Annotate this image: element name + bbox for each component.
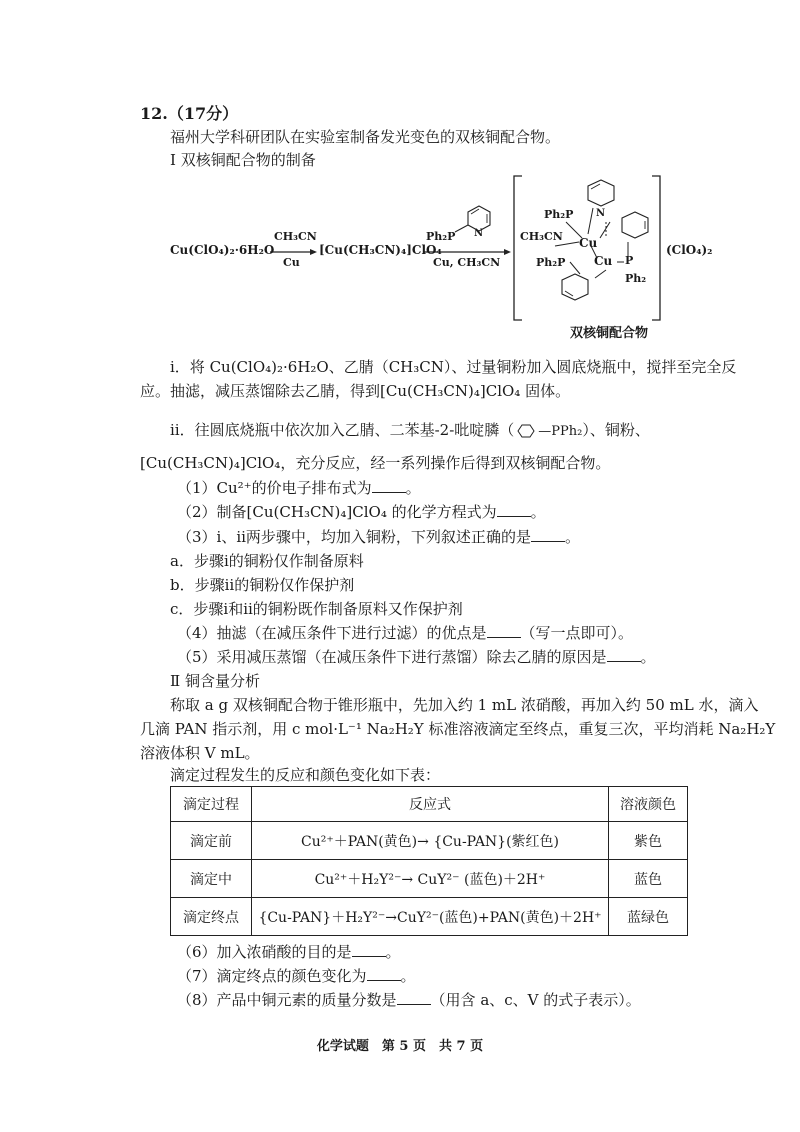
option-a: a．步骤ⅰ的铜粉仅作制备原料 — [170, 552, 364, 570]
page-footer: 化学试题 第 5 页 共 7 页 — [316, 1039, 484, 1054]
complex-cu2: Cu — [594, 254, 613, 268]
header-color: 溶液颜色 — [609, 787, 688, 822]
arrow1-bottom-label: Cu — [283, 256, 300, 269]
step-ii-line1 — [170, 420, 650, 442]
section1-title: Ⅰ 双核铜配合物的制备 — [170, 151, 316, 169]
question-7 — [177, 966, 416, 986]
option-c: c．步骤ⅰ和ⅱ的铜粉既作制备原料又作保护剂 — [170, 600, 463, 618]
question-5 — [177, 647, 656, 667]
header-equation: 反应式 — [252, 787, 609, 822]
row-process: 滴定前 — [171, 822, 252, 860]
row-color: 紫色 — [609, 822, 688, 860]
question-4-text: （4）抽滤（在减压条件下进行过滤）的优点是 — [177, 624, 487, 642]
row-color: 蓝色 — [609, 860, 688, 898]
complex-n: N — [596, 208, 606, 219]
complex-cu1: Cu — [579, 236, 598, 250]
complex-ch3cn: CH₃CN — [520, 230, 563, 243]
header-process: 滴定过程 — [171, 787, 252, 822]
question-7-period: 。 — [400, 967, 416, 985]
arrow2-bottom-label: Cu, CH₃CN — [433, 256, 501, 269]
analysis-line2: 几滴 PAN 指示剂，用 c mol·L⁻¹ Na₂H₂Y 标准溶液滴定至终点，重复三次，平均消耗 Na₂H₂Y — [140, 720, 776, 738]
row-process: 滴定中 — [171, 860, 252, 898]
step-i-line2: 应。抽滤，减压蒸馏除去乙腈，得到[Cu(CH₃CN)₄]ClO₄ 固体。 — [140, 382, 571, 400]
row-process: 滴定终点 — [171, 898, 252, 936]
complex-p: P — [625, 254, 634, 267]
complex-ph2p-left: Ph₂P — [536, 256, 566, 269]
analysis-line1: 称取 a g 双核铜配合物于锥形瓶中，先加入约 1 mL 浓硝酸，再加入约 50 mL 水，滴入 — [170, 696, 759, 714]
question-5-period: 。 — [640, 648, 656, 666]
answer-blank-1[interactable] — [372, 478, 406, 493]
question-7-text: （7）滴定终点的颜色变化为 — [177, 967, 367, 985]
option-b: b．步骤ⅱ的铜粉仅作保护剂 — [170, 576, 355, 594]
table-header-row — [171, 787, 688, 822]
table-intro: 滴定过程发生的反应和颜色变化如下表： — [170, 766, 441, 784]
row-color: 蓝绿色 — [609, 898, 688, 936]
question-6-text: （6）加入浓硝酸的目的是 — [177, 943, 352, 961]
question-3 — [177, 527, 580, 547]
answer-blank-2[interactable] — [497, 502, 531, 517]
step-ii-pph2: —PPh₂ — [538, 424, 583, 439]
answer-blank-5[interactable] — [607, 647, 641, 662]
step-ii-text-b: ）、铜粉、 — [582, 421, 650, 439]
section2-title: Ⅱ 铜含量分析 — [170, 672, 260, 690]
answer-blank-7[interactable] — [367, 966, 401, 981]
step-i-line1: ⅰ．将 Cu(ClO₄)₂·6H₂O、乙腈（CH₃CN）、过量铜粉加入圆底烧瓶中，搅拌至完全反 — [170, 358, 737, 376]
row-equation: Cu²⁺＋PAN(黄色)→ {Cu-PAN}(紫红色) — [252, 822, 609, 860]
question-4-tail: （写一点即可）。 — [520, 624, 634, 642]
titration-table — [170, 786, 688, 936]
question-3-period: 。 — [564, 528, 580, 546]
question-number: 12.（17分） — [140, 104, 239, 123]
intermediate: [Cu(CH₃CN)₄]ClO₄ — [319, 243, 442, 257]
question-2-period: 。 — [530, 503, 546, 521]
ligand-ph2p: Ph₂P — [426, 230, 456, 243]
question-3-text: （3）ⅰ、ⅱ两步骤中，均加入铜粉，下列叙述正确的是 — [177, 528, 531, 546]
step-ii-text-a: ⅱ．往圆底烧瓶中依次加入乙腈、二苯基-2-吡啶膦（ — [170, 421, 515, 439]
complex-ph2p-top: Ph₂P — [544, 208, 574, 221]
pyridine-icon — [514, 422, 538, 440]
question-intro: 福州大学科研团队在实验室制备发光变色的双核铜配合物。 — [170, 128, 561, 146]
row-equation: {Cu-PAN}＋H₂Y²⁻→CuY²⁻(蓝色)+PAN(黄色)＋2H⁺ — [252, 898, 609, 936]
table-row — [171, 898, 688, 936]
reaction-scheme — [170, 172, 730, 341]
answer-blank-3[interactable] — [531, 527, 565, 542]
arrow1-top-label: CH₃CN — [274, 230, 317, 243]
answer-blank-4[interactable] — [487, 623, 521, 638]
ligand-n: N — [474, 228, 484, 239]
question-1 — [177, 478, 421, 498]
question-4 — [177, 623, 633, 643]
table-row — [171, 860, 688, 898]
question-6-period: 。 — [385, 943, 401, 961]
question-8 — [177, 990, 641, 1010]
table-row — [171, 822, 688, 860]
question-5-text: （5）采用减压蒸馏（在减压条件下进行蒸馏）除去乙腈的原因是 — [177, 648, 607, 666]
question-2 — [177, 502, 546, 522]
product-label: 双核铜配合物 — [570, 326, 649, 341]
question-1-period: 。 — [405, 479, 421, 497]
answer-blank-6[interactable] — [352, 942, 386, 957]
step-ii-line2: [Cu(CH₃CN)₄]ClO₄，充分反应，经一系列操作后得到双核铜配合物。 — [140, 454, 611, 472]
question-1-text: （1）Cu²⁺的价电子排布式为 — [177, 479, 372, 497]
row-equation: Cu²⁺＋H₂Y²⁻→ CuY²⁻ (蓝色)＋2H⁺ — [252, 860, 609, 898]
counterion: (ClO₄)₂ — [666, 243, 713, 257]
question-8-tail: （用含 a、c、V 的式子表示）。 — [430, 991, 641, 1009]
question-2-text: （2）制备[Cu(CH₃CN)₄]ClO₄ 的化学方程式为 — [177, 503, 497, 521]
question-6 — [177, 942, 401, 962]
answer-blank-8[interactable] — [397, 990, 431, 1005]
analysis-line3: 溶液体积 V mL。 — [140, 744, 260, 762]
question-8-text: （8）产品中铜元素的质量分数是 — [177, 991, 397, 1009]
complex-ph2: Ph₂ — [625, 272, 647, 285]
reactant: Cu(ClO₄)₂·6H₂O — [170, 243, 275, 257]
